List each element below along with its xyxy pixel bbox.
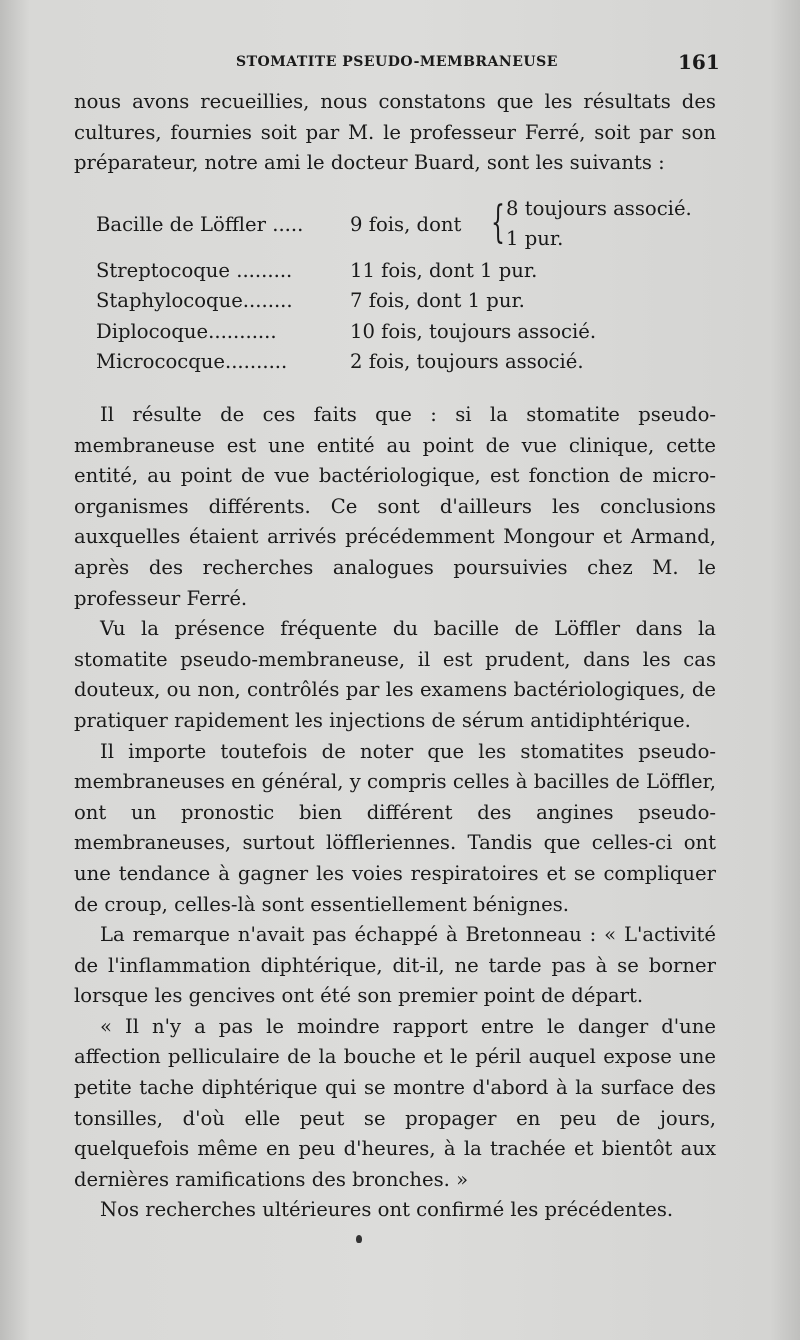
- result-row: [96, 317, 716, 347]
- brace-symbol: {: [491, 197, 505, 248]
- culture-results-table: [96, 196, 716, 378]
- result-organism: Staphylocoque........: [96, 289, 293, 313]
- result-count: 11 fois, dont 1 pur.: [350, 259, 538, 282]
- result-detail: 1 pur.: [506, 227, 564, 250]
- result-row: [96, 286, 716, 316]
- paragraph: « Il n'y a pas le moindre rapport entre le danger d'une affection pelliculaire de la bouche et le péril auquel expose une petite tache diphtérique qui se montre d'abord à la surface des tonsilles, d'où elle peut se propager en peu de jours, quelquefois même en peu d'heures, à la trachée et bientôt aux dernières ramifications des bronches. »: [74, 1014, 716, 1191]
- result-organism: Micrococque..........: [96, 350, 288, 374]
- paragraph: Il résulte de ces faits que : si la stomatite pseudo-membraneuse est une entité au point de vue clinique, cette entité, au point de vue bactériologique, est fonction de micro-organismes différents. Ce sont d'ailleurs les conclusions auxquelles étaient arrivés précédemment Mongour et Armand, après des recherches analogues poursuivies chez M. le professeur Ferré.: [74, 403, 716, 610]
- result-row: [96, 347, 716, 377]
- page-header: [0, 50, 800, 80]
- ink-mark: [356, 1235, 362, 1243]
- result-organism: Diplocoque...........: [96, 319, 277, 343]
- paragraph: La remarque n'avait pas échappé à Bretonneau : « L'activité de l'inflammation diphtérique, dit-il, ne tarde pas à se borner lorsque les gencives ont été son premier point de départ.: [74, 923, 716, 1008]
- result-count: 7 fois, dont 1 pur.: [350, 289, 525, 313]
- result-count: 9 fois, dont: [350, 213, 462, 236]
- body-text: [74, 400, 716, 1226]
- page-number: 161: [678, 50, 720, 74]
- result-row: [96, 196, 716, 256]
- intro-text: nous avons recueillies, nous constatons que les résultats des cultures, fournies soit par M. le professeur Ferré, soit par son préparateur, notre ami le docteur Buard, sont les suivants :: [74, 90, 716, 175]
- paragraph: Vu la présence fréquente du bacille de Löffler dans la stomatite pseudo-membraneuse, il est prudent, dans les cas douteux, ou non, contrôlés par les examens bactériologiques, de pratiquer rapidement les injections de sérum antidiphtérique.: [74, 617, 716, 732]
- result-detail: 8 toujours associé.: [506, 197, 692, 220]
- result-row: [96, 256, 716, 286]
- paragraph: Il importe toutefois de noter que les stomatites pseudo-membraneuses en général, y compris celles à bacilles de Löffler, ont un pronostic bien différent des angines pseudo-membraneuses, surtout löffleriennes. Tandis que celles-ci ont une tendance à gagner les voies respiratoires et se compliquer de croup, celles-là sont essentiellement bénignes.: [74, 739, 716, 916]
- running-title: STOMATITE PSEUDO-MEMBRANEUSE: [236, 54, 558, 70]
- result-count: 2 fois, toujours associé.: [350, 350, 584, 374]
- result-organism: Streptocoque .........: [96, 259, 293, 282]
- paragraph: Nos recherches ultérieures ont confirmé les précédentes.: [100, 1198, 674, 1222]
- result-organism: Bacille de Löffler .....: [96, 213, 304, 236]
- result-count: 10 fois, toujours associé.: [350, 319, 597, 343]
- intro-paragraph: [74, 87, 716, 179]
